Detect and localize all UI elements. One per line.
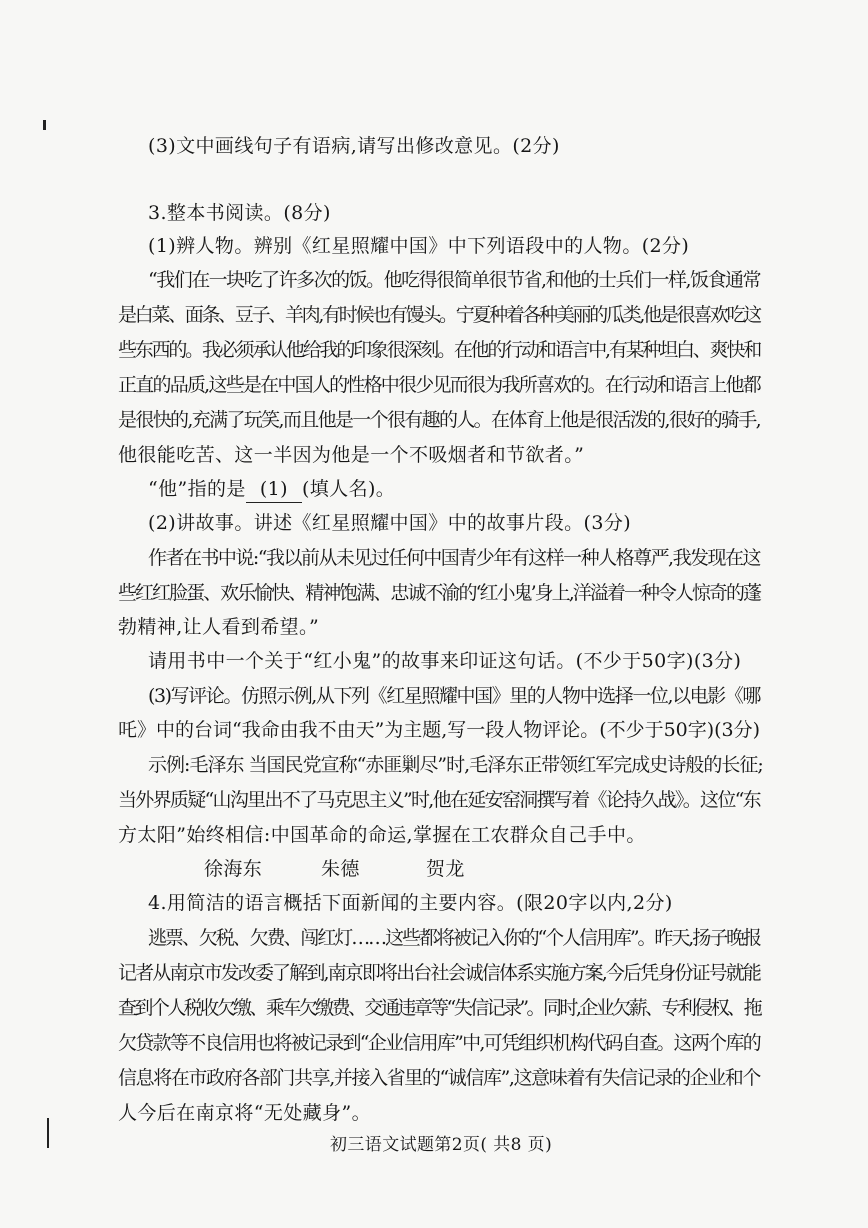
- question-2-3: (3)文中画线句子有语病,请写出修改意见。(2分): [148, 135, 560, 157]
- question-3-3-prompt: 吒》中的台词“我命由我不由天”为主题,写一段人物评论。(不少于50字)(3分): [118, 719, 760, 741]
- passage-1-line: 是很快的,充满了玩笑,而且他是一个很有趣的人。在体育上他是很活泼的,很好的骑手,: [118, 409, 760, 431]
- passage-1-line: “我们在一块吃了许多次的饭。他吃得很简单很节省,和他的士兵们一样,饭食通常: [148, 269, 760, 291]
- passage-2-line: 作者在书中说:“我以前从未见过任何中国青少年有这样一种人格尊严,我发现在这: [148, 547, 760, 569]
- news-line: 查到个人税收欠缴、乘车欠缴费、交通违章等“失信记录”。同时,企业欠薪、专利侵权、拖: [118, 997, 760, 1019]
- passage-1-line: 是白菜、面条、豆子、羊肉,有时候也有馒头。宁夏种着各种美丽的瓜类,他是很喜欢吃这: [118, 304, 760, 326]
- binding-mark-top: [43, 120, 46, 130]
- passage-2-line: 些红红脸蛋、欢乐愉快、精神饱满、忠诚不渝的‘红小鬼’身上,洋溢着一种令人惊奇的蓬: [118, 582, 760, 604]
- news-line: 人今后在南京将“无处藏身”。: [118, 1102, 372, 1124]
- passage-1-line: 他很能吃苦、这一半因为他是一个不吸烟者和节欲者。”: [118, 444, 585, 466]
- option-name: 贺龙: [426, 858, 465, 880]
- answer-prefix: “他”指的是: [148, 478, 246, 500]
- passage-1-line: 正直的品质,这些是在中国人的性格中很少见而很为我所喜欢的。在行动和语言上他都: [118, 374, 760, 396]
- question-4-prompt: 4.用简洁的语言概括下面新闻的主要内容。(限20字以内,2分): [148, 892, 673, 914]
- example-line: 当外界质疑“山沟里出不了马克思主义”时,他在延安窑洞撰写着《论持久战》。这位“东: [118, 789, 760, 811]
- answer-blank: (1): [246, 476, 302, 503]
- news-line: 欠贷款等不良信用也将被记录到“企业信用库”中,可凭组织机构代码自查。这两个库的: [118, 1032, 760, 1054]
- news-line: 信息将在市政府各部门共享,并接入省里的“诚信库”,这意味着有失信记录的企业和个: [118, 1067, 760, 1089]
- passage-1-line: 些东西的。我必须承认他给我的印象很深刻。在他的行动和语言中,有某种坦白、爽快和: [118, 339, 760, 361]
- answer-line: [148, 476, 395, 503]
- passage-2-line: 勃精神,让人看到希望。”: [118, 616, 320, 638]
- news-line: 记者从南京市发改委了解到,南京即将出台社会诚信体系实施方案,今后凭身份证号就能: [118, 962, 760, 984]
- example-line: 示例:毛泽东 当国民党宣称“赤匪剿尽”时,毛泽东正带领红军完成史诗般的长征;: [148, 754, 763, 776]
- question-3-3-prompt: (3)写评论。仿照示例,从下列《红星照耀中国》里的人物中选择一位,以电影《哪: [148, 685, 760, 707]
- option-name: 徐海东: [204, 858, 263, 880]
- question-3-2-prompt: (2)讲故事。讲述《红星照耀中国》中的故事片段。(3分): [148, 512, 632, 534]
- question-3-1-prompt: (1)辨人物。辨别《红星照耀中国》中下列语段中的人物。(2分): [148, 235, 690, 257]
- question-3-2-task: 请用书中一个关于“红小鬼”的故事来印证这句话。(不少于50字)(3分): [148, 650, 742, 672]
- question-3-title: 3.整本书阅读。(8分): [148, 202, 331, 224]
- option-name: 朱德: [321, 858, 360, 880]
- binding-mark-bottom: [47, 1118, 49, 1148]
- news-line: 逃票、欠税、欠费、闯红灯……这些都将被记入你的“个人信用库”。昨天,扬子晚报: [148, 927, 760, 949]
- page-footer: 初三语文试题第2页( 共8 页): [330, 1135, 553, 1155]
- answer-suffix: (填人名)。: [301, 478, 396, 500]
- example-line: 方太阳”始终相信:中国革命的命运,掌握在工农群众自己手中。: [118, 824, 646, 846]
- character-options: [204, 856, 465, 882]
